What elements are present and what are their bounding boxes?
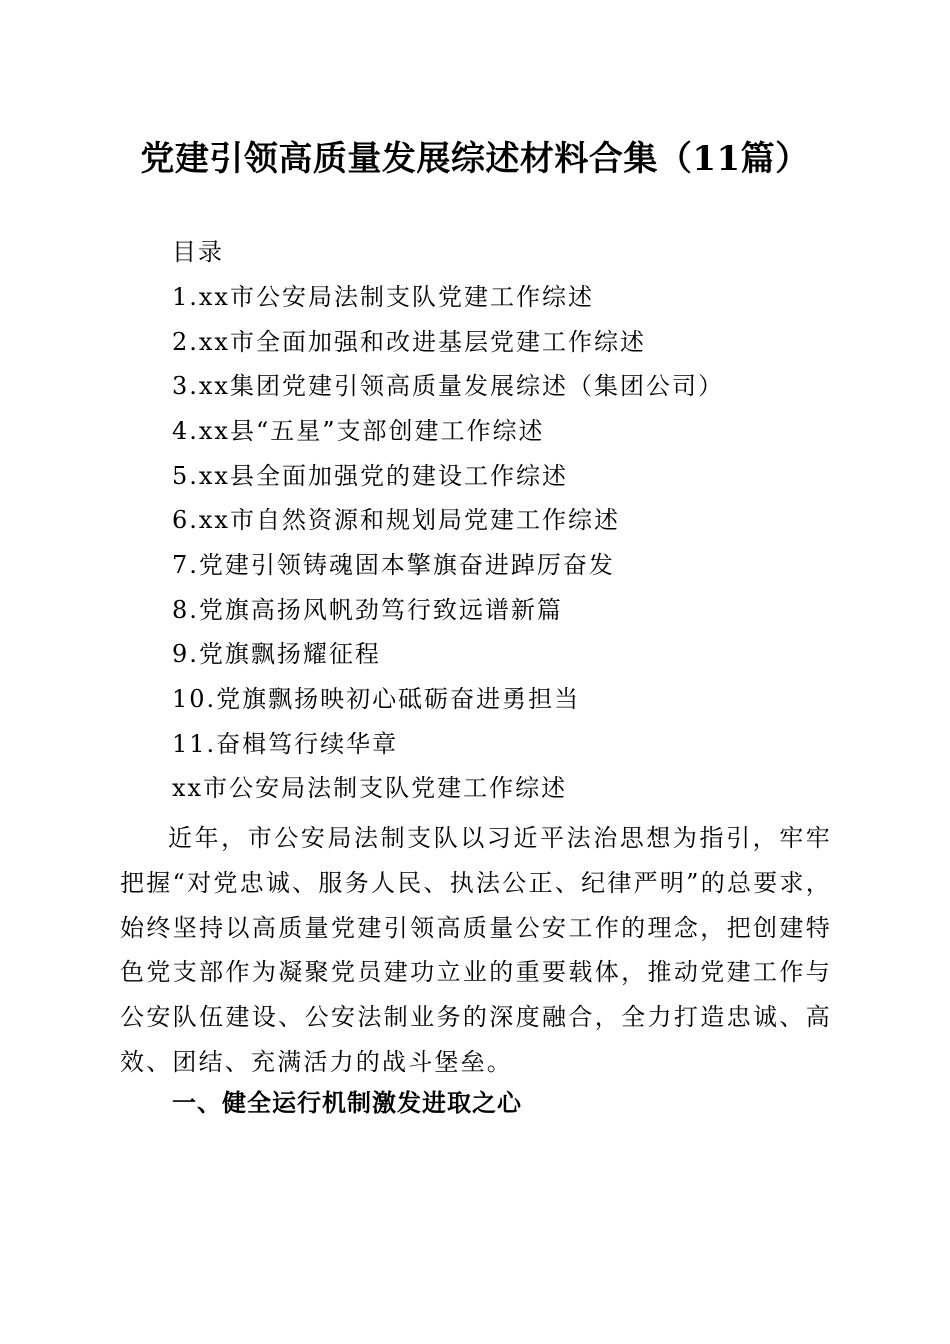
article-title: xx市公安局法制支队党建工作综述	[172, 774, 568, 802]
toc-item: 10.党旗飘扬映初心砥砺奋进勇担当	[172, 685, 581, 713]
toc-item: 3.xx集团党建引领高质量发展综述（集团公司）	[172, 372, 724, 400]
toc-item: 5.xx县全面加强党的建设工作综述	[172, 462, 568, 490]
toc-item: 2.xx市全面加强和改进基层党建工作综述	[172, 328, 646, 356]
toc-item: 8.党旗高扬风帆劲笃行致远谱新篇	[172, 596, 563, 624]
section-heading: 一、健全运行机制激发进取之心	[172, 1088, 522, 1117]
document-title: 党建引领高质量发展综述材料合集（11篇）	[140, 139, 810, 179]
toc-item: 7.党建引领铸魂固本擎旗奋进踔厉奋发	[172, 551, 615, 579]
toc-item: 9.党旗飘扬耀征程	[172, 640, 381, 668]
toc-item: 4.xx县“五星”支部创建工作综述	[172, 417, 545, 445]
toc-item: 6.xx市自然资源和规划局党建工作综述	[172, 506, 620, 534]
toc-item: 11.奋楫笃行续华章	[172, 730, 399, 758]
toc-item: 1.xx市公安局法制支队党建工作综述	[172, 283, 594, 311]
toc-heading: 目录	[172, 238, 224, 266]
intro-paragraph: 近年，市公安局法制支队以习近平法治思想为指引，牢牢把握“对党忠诚、服务人民、执法公正、纪律严明”的总要求，始终坚持以高质量党建引领高质量公安工作的理念，把创建特色党支部作为凝聚党员建功立业的重要载体，推动党建工作与公安队伍建设、公安法制业务的深度融合，全力打造忠诚、高效、团结、充满活力的战斗堡垒。	[120, 824, 832, 1076]
